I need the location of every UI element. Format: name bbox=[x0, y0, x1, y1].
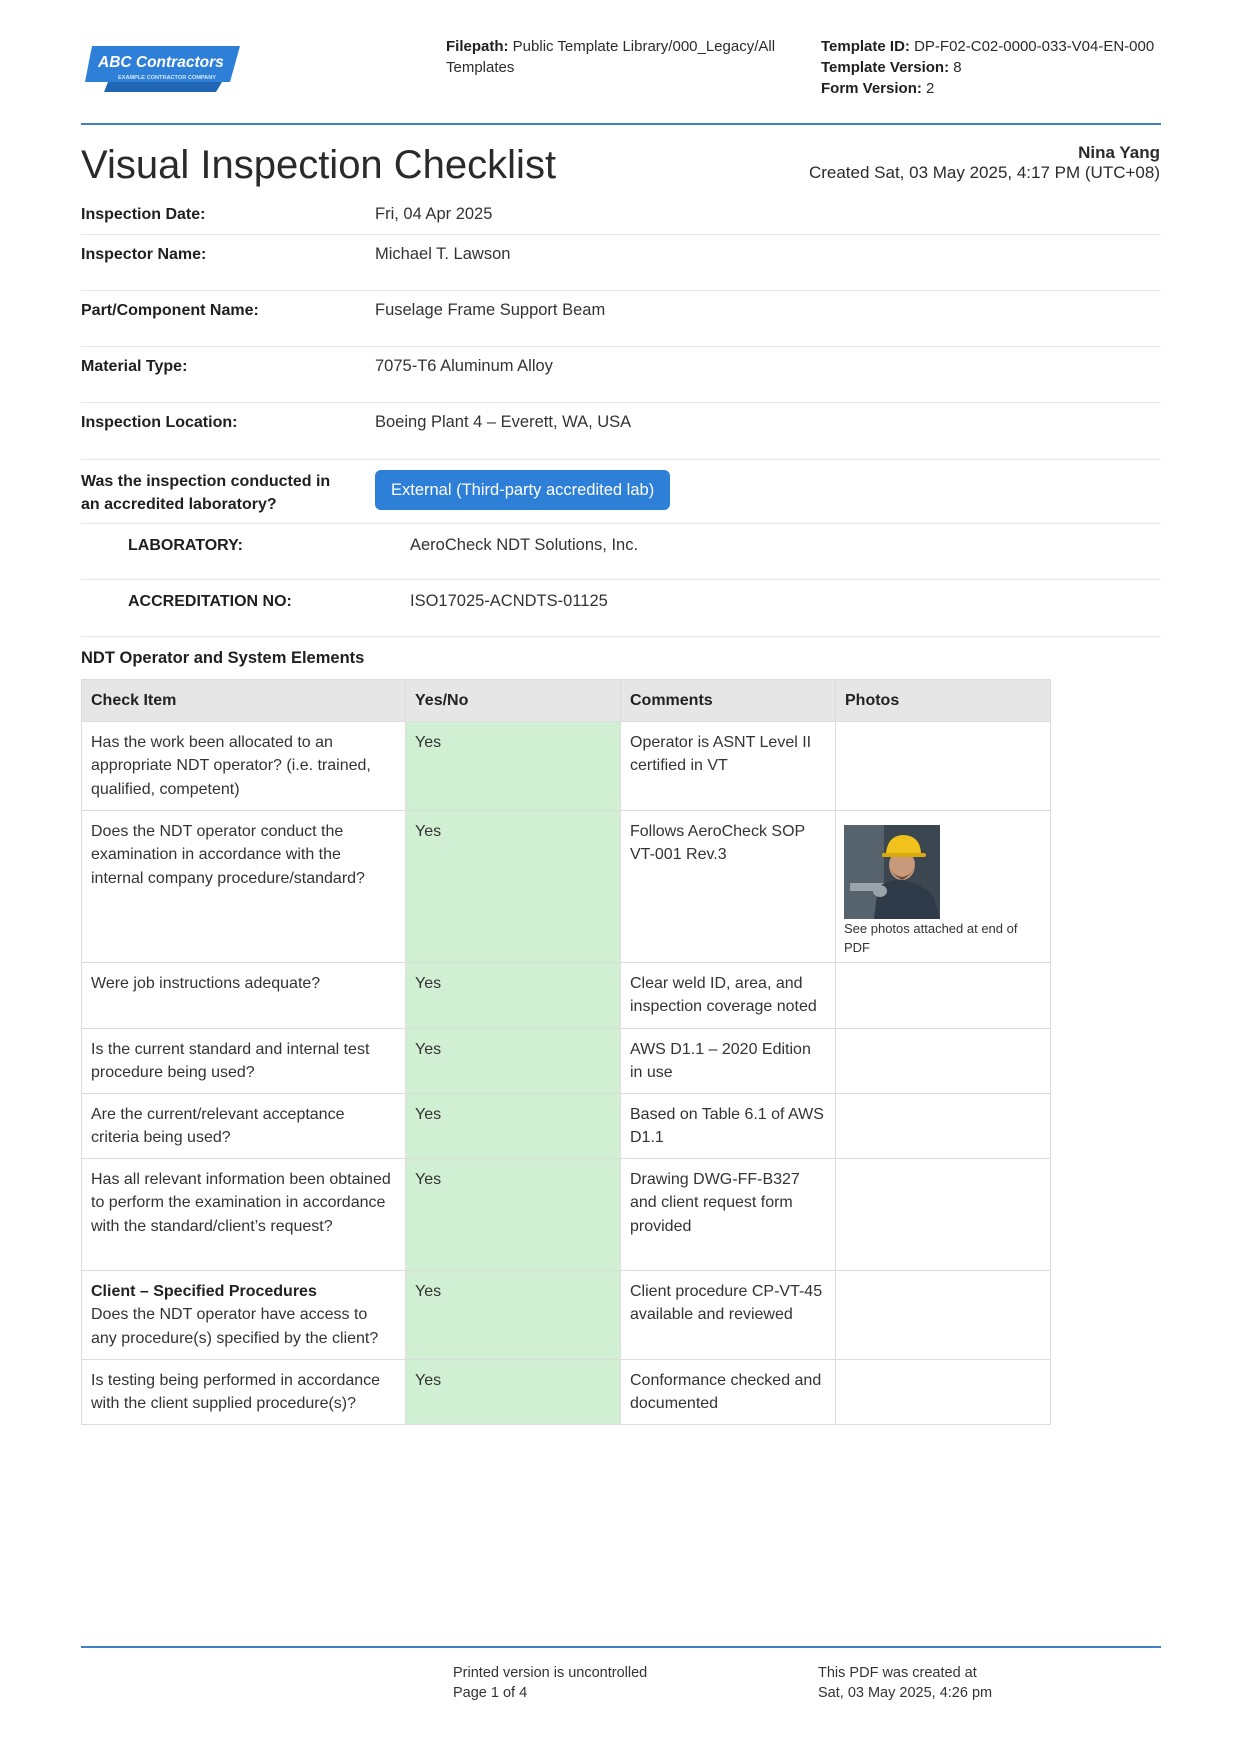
section-title: NDT Operator and System Elements bbox=[81, 649, 365, 667]
field-material-type bbox=[81, 347, 1161, 403]
field-value: ISO17025-ACNDTS-01125 bbox=[410, 592, 608, 610]
logo-brand-text: ABC Contractors bbox=[98, 54, 224, 71]
field-inspection-date bbox=[81, 198, 1161, 235]
photo-cell bbox=[836, 1270, 1051, 1359]
footer-divider bbox=[81, 1646, 1161, 1648]
table-row bbox=[82, 1093, 1051, 1158]
created-timestamp: Created Sat, 03 May 2025, 4:17 PM (UTC+08) bbox=[808, 163, 1160, 182]
field-label: Material Type: bbox=[81, 358, 188, 375]
column-header-check-item: Check Item bbox=[82, 680, 406, 722]
template-id-label: Template ID: bbox=[821, 38, 910, 55]
field-accreditation-no bbox=[81, 580, 1161, 637]
photo-caption: See photos attached at end of PDF bbox=[844, 920, 1018, 955]
table-row bbox=[82, 1359, 1051, 1424]
comment-cell: Clear weld ID, area, and inspection coverage noted bbox=[621, 962, 836, 1028]
field-laboratory bbox=[81, 524, 1161, 580]
footer-page-info bbox=[453, 1663, 647, 1703]
check-item-cell: Are the current/relevant acceptance criteria being used? bbox=[82, 1093, 406, 1158]
field-label: Part/Component Name: bbox=[81, 302, 259, 319]
table-row bbox=[82, 721, 1051, 810]
table-row bbox=[82, 1270, 1051, 1359]
pdf-created-label: This PDF was created at bbox=[818, 1665, 977, 1681]
column-header-photos: Photos bbox=[836, 680, 1051, 722]
table-row bbox=[82, 1158, 1051, 1270]
page-title: Visual Inspection Checklist bbox=[81, 143, 557, 187]
answer-cell: Yes bbox=[406, 1093, 621, 1158]
comment-cell: Conformance checked and documented bbox=[621, 1359, 836, 1424]
field-label-line1: Was the inspection conducted in bbox=[81, 473, 331, 490]
inspector-photo-thumbnail[interactable] bbox=[844, 825, 940, 919]
field-label-line2: an accredited laboratory? bbox=[81, 496, 277, 513]
photo-cell bbox=[836, 1158, 1051, 1270]
page-number: Page 1 of 4 bbox=[453, 1685, 528, 1701]
author-name: Nina Yang bbox=[1078, 143, 1160, 162]
creator-block bbox=[809, 143, 1160, 183]
field-label: LABORATORY: bbox=[128, 537, 243, 554]
check-item-cell: Does the NDT operator conduct the examination in accordance with the internal company procedure/standard? bbox=[82, 810, 406, 962]
photo-cell bbox=[836, 1028, 1051, 1093]
column-header-yes-no: Yes/No bbox=[406, 680, 621, 722]
form-version-value: 2 bbox=[926, 80, 935, 97]
photo-cell bbox=[836, 810, 1051, 962]
table-header-row bbox=[82, 680, 1051, 722]
check-item-cell: Has the work been allocated to an appropriate NDT operator? (i.e. trained, qualified, competent) bbox=[82, 721, 406, 810]
comment-cell: Based on Table 6.1 of AWS D1.1 bbox=[621, 1093, 836, 1158]
answer-cell: Yes bbox=[406, 1158, 621, 1270]
field-label bbox=[81, 470, 330, 516]
template-version-label: Template Version: bbox=[821, 59, 950, 76]
field-value: Michael T. Lawson bbox=[375, 245, 511, 263]
company-logo bbox=[82, 44, 240, 94]
check-item-text: Does the NDT operator have access to any procedure(s) specified by the client? bbox=[91, 1306, 379, 1347]
accredited-selection-badge[interactable]: External (Third-party accredited lab) bbox=[375, 470, 670, 510]
check-item-cell: Is the current standard and internal test procedure being used? bbox=[82, 1028, 406, 1093]
uncontrolled-notice: Printed version is uncontrolled bbox=[453, 1665, 648, 1681]
form-version-label: Form Version: bbox=[821, 80, 922, 97]
check-item-cell: Is testing being performed in accordance with the client supplied procedure(s)? bbox=[82, 1359, 406, 1424]
photo-cell bbox=[836, 721, 1051, 810]
logo-tagline-text: EXAMPLE CONTRACTOR COMPANY bbox=[118, 75, 216, 81]
answer-cell: Yes bbox=[406, 1270, 621, 1359]
field-value: AeroCheck NDT Solutions, Inc. bbox=[410, 536, 639, 554]
photo-cell bbox=[836, 1093, 1051, 1158]
check-item-cell: Were job instructions adequate? bbox=[82, 962, 406, 1028]
check-item-cell bbox=[82, 1270, 406, 1359]
table-row bbox=[82, 962, 1051, 1028]
comment-cell: Client procedure CP-VT-45 available and reviewed bbox=[621, 1270, 836, 1359]
comment-cell: Drawing DWG-FF-B327 and client request form provided bbox=[621, 1158, 836, 1270]
template-version-value: 8 bbox=[953, 59, 962, 76]
template-meta-block bbox=[821, 36, 1161, 99]
field-part-name bbox=[81, 291, 1161, 347]
header-divider bbox=[81, 123, 1161, 125]
template-id-value: DP-F02-C02-0000-033-V04-EN-000 bbox=[914, 38, 1155, 55]
comment-cell: Follows AeroCheck SOP VT-001 Rev.3 bbox=[621, 810, 836, 962]
answer-cell: Yes bbox=[406, 1028, 621, 1093]
pdf-created-timestamp: Sat, 03 May 2025, 4:26 pm bbox=[818, 1685, 993, 1701]
field-accredited-lab bbox=[81, 460, 1161, 524]
field-label: Inspection Date: bbox=[81, 206, 206, 223]
field-inspector-name bbox=[81, 235, 1161, 291]
answer-cell: Yes bbox=[406, 962, 621, 1028]
field-label: ACCREDITATION NO: bbox=[128, 593, 292, 610]
column-header-comments: Comments bbox=[621, 680, 836, 722]
checklist-table bbox=[81, 679, 1051, 1425]
field-value: 7075-T6 Aluminum Alloy bbox=[375, 357, 553, 375]
table-row bbox=[82, 1028, 1051, 1093]
field-value: Fri, 04 Apr 2025 bbox=[375, 205, 493, 223]
comment-cell: Operator is ASNT Level II certified in VT bbox=[621, 721, 836, 810]
field-value: Boeing Plant 4 – Everett, WA, USA bbox=[375, 413, 632, 431]
table-row bbox=[82, 810, 1051, 962]
check-item-cell: Has all relevant information been obtained to perform the examination in accordance with the standard/client’s request? bbox=[82, 1158, 406, 1270]
field-label: Inspector Name: bbox=[81, 246, 207, 263]
filepath-value: Public Template Library/000_Legacy/All Templates bbox=[446, 38, 776, 76]
answer-cell: Yes bbox=[406, 810, 621, 962]
field-label: Inspection Location: bbox=[81, 414, 238, 431]
field-inspection-location bbox=[81, 403, 1161, 460]
filepath-block bbox=[446, 36, 781, 78]
answer-cell: Yes bbox=[406, 721, 621, 810]
photo-cell bbox=[836, 962, 1051, 1028]
answer-cell: Yes bbox=[406, 1359, 621, 1424]
photo-cell bbox=[836, 1359, 1051, 1424]
field-value: Fuselage Frame Support Beam bbox=[375, 301, 606, 319]
filepath-label: Filepath: bbox=[446, 38, 509, 55]
comment-cell: AWS D1.1 – 2020 Edition in use bbox=[621, 1028, 836, 1093]
check-item-heading: Client – Specified Procedures bbox=[91, 1282, 317, 1300]
footer-pdf-created bbox=[818, 1663, 992, 1703]
